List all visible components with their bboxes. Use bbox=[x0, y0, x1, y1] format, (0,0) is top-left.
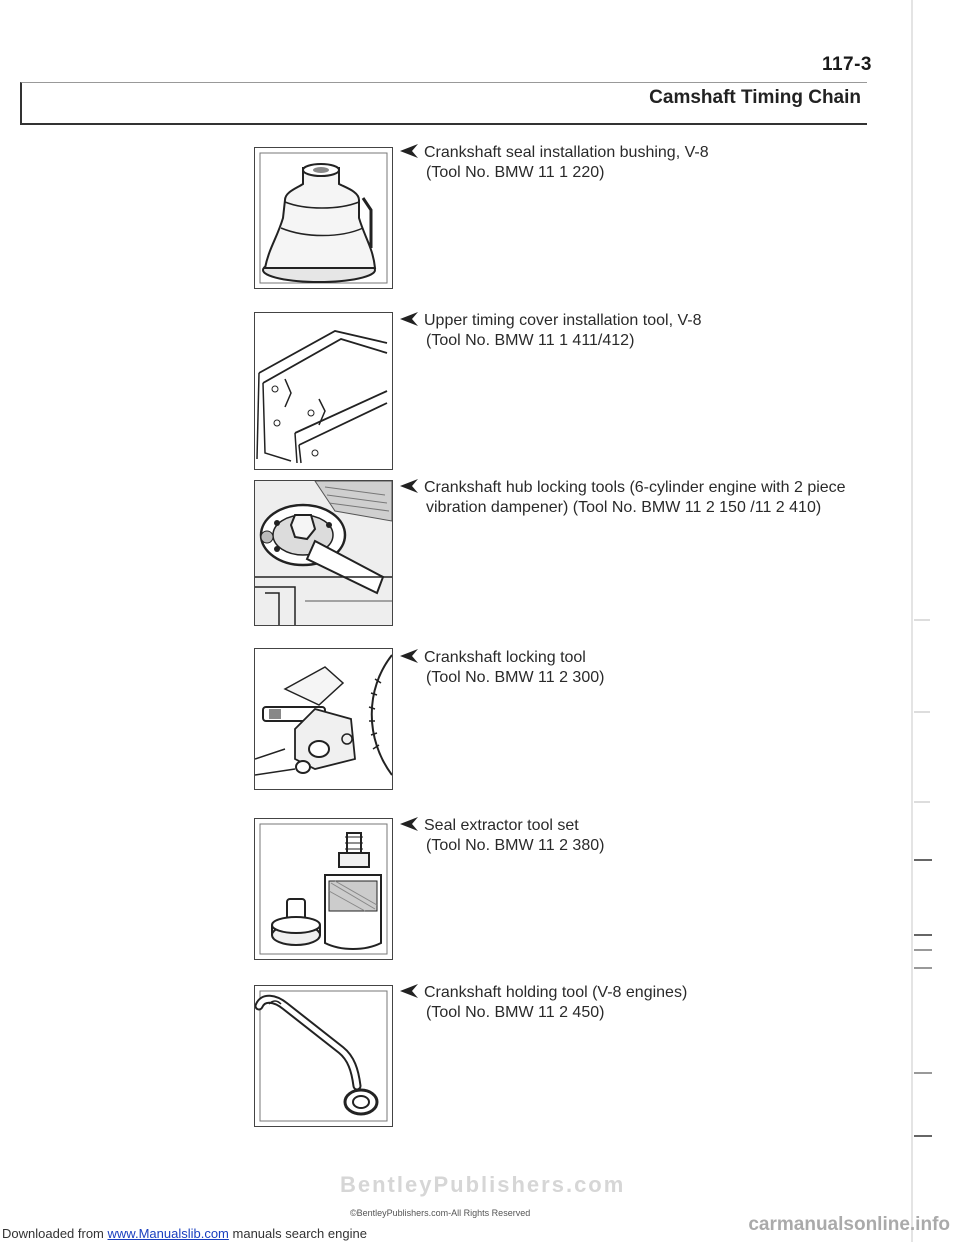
tool-number: (Tool No. BMW 11 1 411/412) bbox=[426, 332, 635, 349]
tool-number: (Tool No. BMW 11 2 450) bbox=[426, 1004, 605, 1021]
holding-tool-icon bbox=[255, 986, 392, 1126]
margin-index-marks bbox=[908, 0, 948, 1242]
pointer-arrow-icon bbox=[398, 983, 420, 999]
tool-figure-timing-cover bbox=[254, 312, 393, 470]
site-watermark: carmanualsonline.info bbox=[748, 1214, 950, 1235]
tool-number: (Tool No. BMW 11 2 380) bbox=[426, 837, 605, 854]
hub-locking-tool-icon bbox=[255, 481, 392, 625]
tool-caption-hub-locking bbox=[398, 478, 868, 518]
tool-caption-bushing bbox=[398, 143, 868, 183]
tool-caption-holding-tool bbox=[398, 983, 868, 1023]
tool-figure-seal-extractor bbox=[254, 818, 393, 960]
tool-caption-seal-extractor bbox=[398, 816, 868, 856]
tool-name: Seal extractor tool set bbox=[424, 817, 579, 834]
section-header bbox=[20, 82, 867, 125]
page-number: 117-3 bbox=[821, 54, 872, 75]
tool-figure-crankshaft-locking bbox=[254, 648, 393, 790]
tool-name: Crankshaft seal installation bushing, V-8 bbox=[424, 144, 709, 161]
manualslib-link[interactable]: www.Manualslib.com bbox=[107, 1226, 229, 1241]
crankshaft-locking-tool-icon bbox=[255, 649, 392, 789]
tool-caption-timing-cover bbox=[398, 311, 868, 351]
publisher-watermark: BentleyPublishers.com bbox=[340, 1172, 626, 1197]
tool-name: Crankshaft holding tool (V-8 engines) bbox=[424, 984, 688, 1001]
tool-figure-holding-tool bbox=[254, 985, 393, 1127]
timing-cover-tool-icon bbox=[255, 313, 392, 469]
pointer-arrow-icon bbox=[398, 478, 420, 494]
bushing-tool-icon bbox=[255, 148, 392, 288]
download-notice bbox=[2, 1226, 367, 1241]
tool-figure-hub-locking bbox=[254, 480, 393, 626]
pointer-arrow-icon bbox=[398, 143, 420, 159]
tool-number: (Tool No. BMW 11 1 220) bbox=[426, 164, 605, 181]
download-suffix: manuals search engine bbox=[232, 1226, 367, 1241]
tool-caption-crankshaft-locking bbox=[398, 648, 868, 688]
tool-name: Upper timing cover installation tool, V-8 bbox=[424, 312, 702, 329]
tool-figure-bushing bbox=[254, 147, 393, 289]
section-title: Camshaft Timing Chain bbox=[649, 87, 861, 108]
seal-extractor-icon bbox=[255, 819, 392, 959]
download-prefix: Downloaded from bbox=[2, 1226, 104, 1241]
tool-number: vibration dampener) (Tool No. BMW 11 2 150 /11 2 410) bbox=[426, 499, 822, 516]
pointer-arrow-icon bbox=[398, 648, 420, 664]
pointer-arrow-icon bbox=[398, 816, 420, 832]
copyright-notice: ©BentleyPublishers.com-All Rights Reserved bbox=[350, 1208, 531, 1218]
tool-name: Crankshaft hub locking tools (6-cylinder engine with 2 piece bbox=[424, 479, 846, 496]
tool-name: Crankshaft locking tool bbox=[424, 649, 586, 666]
tool-number: (Tool No. BMW 11 2 300) bbox=[426, 669, 605, 686]
pointer-arrow-icon bbox=[398, 311, 420, 327]
